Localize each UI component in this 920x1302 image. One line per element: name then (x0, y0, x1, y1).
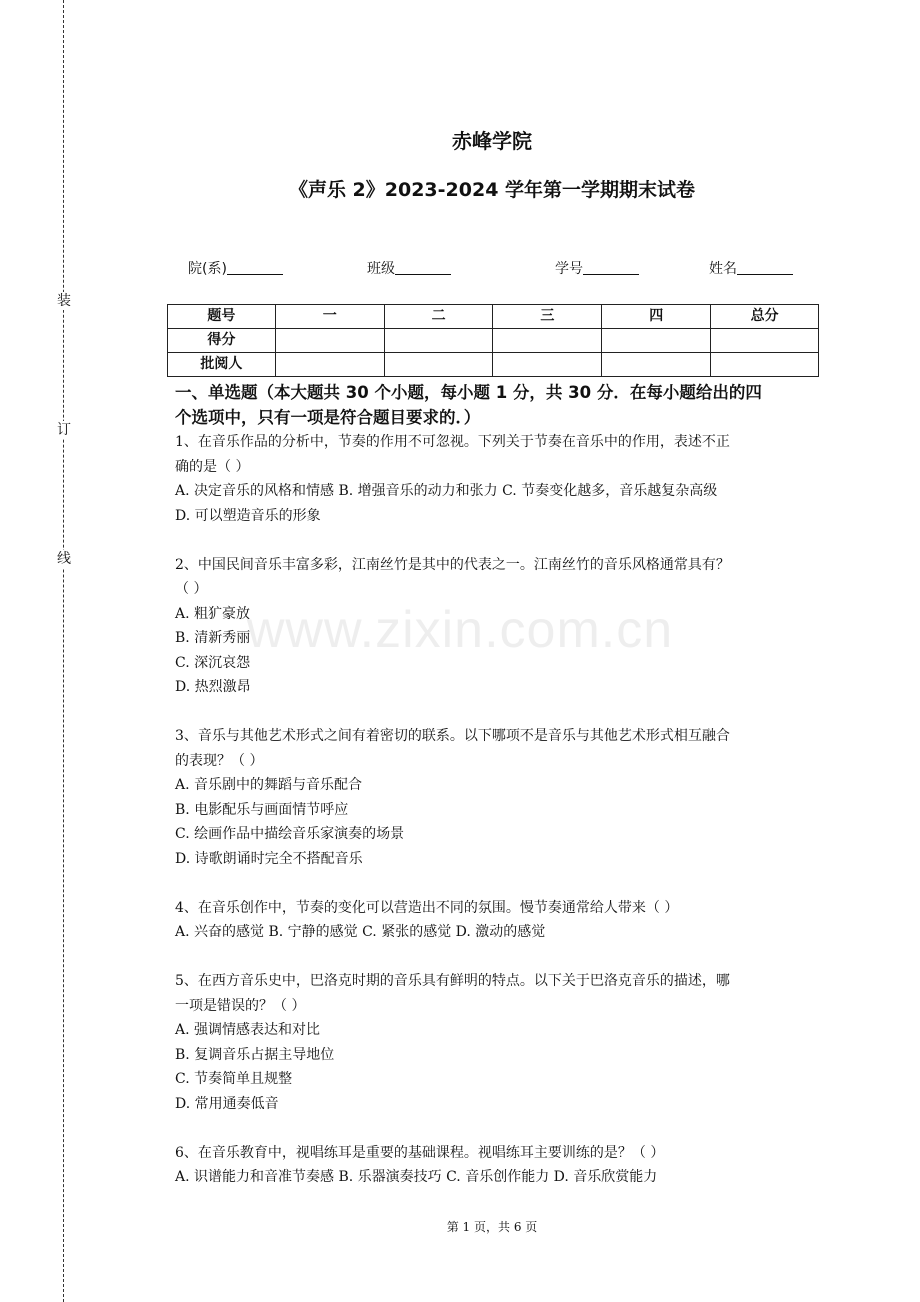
score-cell: 三 (493, 305, 602, 329)
question-4 (175, 896, 820, 945)
info-department-label: 院(系) (188, 261, 227, 277)
grader-input-cell[interactable] (602, 353, 711, 377)
question-option: D. 可以塑造音乐的形象 (175, 507, 321, 524)
info-name-label: 姓名 (709, 261, 737, 277)
question-option: D. 热烈激昂 (175, 679, 251, 695)
grader-input-cell[interactable] (384, 353, 493, 377)
info-student-id (555, 258, 639, 278)
question-stem-line: 1、在音乐作品的分析中，节奏的作用不可忽视。下列关于节奏在音乐中的作用，表述不正 (175, 434, 730, 450)
department-blank[interactable] (227, 260, 283, 275)
question-stem-line: 3、音乐与其他艺术形式之间有着密切的联系。以下哪项不是音乐与其他艺术形式相互融合 (175, 728, 730, 744)
watermark: www.zixin.com.cn (246, 601, 674, 659)
score-table (167, 304, 819, 377)
section-heading-line: 一、单选题（本大题共 30 个小题，每小题 1 分，共 30 分．在每小题给出的四 (175, 383, 762, 402)
question-spacer (175, 528, 820, 553)
question-option: D. 诗歌朗诵时完全不搭配音乐 (175, 850, 363, 867)
question-option: A. 决定音乐的风格和情感 B. 增强音乐的动力和张力 C. 节奏变化越多，音乐越复杂高级 (175, 483, 718, 499)
grader-input-cell[interactable] (275, 353, 384, 377)
question-stem-line: 的表现？（ ） (175, 752, 264, 769)
section-heading (175, 380, 820, 430)
binding-char-xian: 线 (57, 551, 71, 567)
exam-content (175, 380, 820, 1190)
question-spacer (175, 1116, 820, 1141)
exam-title: 《声乐 2》2023-2024 学年第一学期期末试卷 (288, 179, 696, 201)
question-option: A. 识谱能力和音准节奏感 B. 乐器演奏技巧 C. 音乐创作能力 D. 音乐欣赏能力 (175, 1169, 658, 1185)
class-blank[interactable] (395, 260, 451, 275)
info-class (367, 258, 451, 278)
info-class-label: 班级 (367, 261, 395, 277)
info-student-id-label: 学号 (555, 261, 583, 277)
score-cell: 题号 (168, 305, 276, 329)
question-option: D. 常用通奏低音 (175, 1095, 279, 1112)
question-option: B. 清新秀丽 (175, 630, 251, 646)
score-cell: 批阅人 (168, 353, 276, 377)
binding-char-ding: 订 (57, 422, 71, 438)
question-1 (175, 430, 820, 528)
section-heading-line: 个选项中，只有一项是符合题目要求的．） (175, 408, 481, 427)
question-list (175, 430, 820, 1190)
question-spacer (175, 700, 820, 725)
name-blank[interactable] (737, 260, 793, 275)
score-cell: 总分 (711, 305, 819, 329)
question-stem-line: 2、中国民间音乐丰富多彩，江南丝竹是其中的代表之一。江南丝竹的音乐风格通常具有？ (175, 556, 730, 573)
question-5 (175, 969, 820, 1116)
question-2 (175, 553, 820, 700)
question-option: A. 兴奋的感觉 B. 宁静的感觉 C. 紧张的感觉 D. 激动的感觉 (175, 924, 546, 940)
question-stem-line: 一项是错误的？（ ） (175, 997, 306, 1014)
grader-input-cell[interactable] (493, 353, 602, 377)
question-spacer (175, 945, 820, 970)
score-input-cell[interactable] (711, 329, 819, 353)
score-input-cell[interactable] (602, 329, 711, 353)
question-stem-line: （ ） (175, 581, 208, 597)
question-option: A. 粗犷豪放 (175, 605, 251, 622)
score-input-cell[interactable] (275, 329, 384, 353)
score-input-cell[interactable] (493, 329, 602, 353)
question-stem-line: 5、在西方音乐史中，巴洛克时期的音乐具有鲜明的特点。以下关于巴洛克音乐的描述，哪 (175, 973, 730, 989)
question-option: B. 电影配乐与画面情节呼应 (175, 801, 349, 818)
question-3 (175, 724, 820, 871)
question-stem-line: 6、在音乐教育中，视唱练耳是重要的基础课程。视唱练耳主要训练的是？（ ） (175, 1144, 665, 1161)
score-cell: 得分 (168, 329, 276, 353)
score-table-header-row (168, 305, 819, 329)
page-footer: 第 1 页，共 6 页 (446, 1220, 538, 1234)
question-option: C. 深沉哀怨 (175, 654, 251, 671)
question-stem-line: 4、在音乐创作中，节奏的变化可以营造出不同的氛围。慢节奏通常给人带来（ ） (175, 899, 679, 916)
info-department (188, 258, 283, 278)
score-table-grader-row (168, 353, 819, 377)
score-cell: 一 (275, 305, 384, 329)
question-stem-line: 确的是（ ） (175, 458, 250, 475)
question-6 (175, 1141, 820, 1190)
school-name: 赤峰学院 (452, 129, 532, 153)
student-id-blank[interactable] (583, 260, 639, 275)
score-table-score-row (168, 329, 819, 353)
score-input-cell[interactable] (384, 329, 493, 353)
question-option: C. 节奏简单且规整 (175, 1071, 293, 1087)
score-cell: 二 (384, 305, 493, 329)
question-option: C. 绘画作品中描绘音乐家演奏的场景 (175, 826, 405, 842)
binding-char-zhuang: 装 (57, 293, 71, 309)
info-name (709, 258, 793, 278)
score-cell: 四 (602, 305, 711, 329)
grader-input-cell[interactable] (711, 353, 819, 377)
question-option: A. 音乐剧中的舞蹈与音乐配合 (175, 777, 363, 793)
question-spacer (175, 871, 820, 896)
question-option: B. 复调音乐占据主导地位 (175, 1046, 335, 1063)
question-option: A. 强调情感表达和对比 (175, 1022, 321, 1038)
